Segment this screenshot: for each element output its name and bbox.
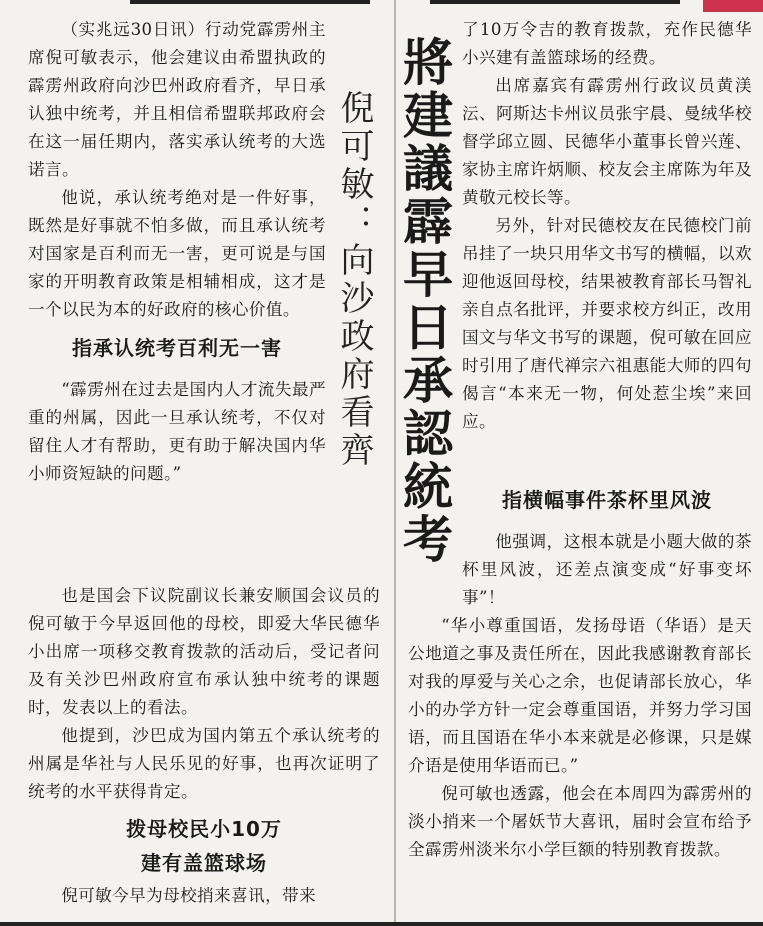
section-subhead: 建有盖篮球场 bbox=[141, 851, 267, 875]
section-subhead: 指承认统考百利无一害 bbox=[72, 336, 282, 360]
section-subhead: 拨母校民小10万 bbox=[126, 817, 282, 841]
body-paragraph: 倪可敏也透露，他会在本周四为霹雳州的淡小捎来一个屠妖节大喜讯，届时会宣布给予全霹雳州淡米尔小学巨额的特别教育拨款。 bbox=[408, 784, 752, 859]
body-paragraph: 他提到，沙巴成为国内第五个承认统考的州属是华社与人民乐见的好事，也再次证明了统考的水平获得肯定。 bbox=[28, 726, 380, 801]
body-paragraph: 他说，承认统考绝对是一件好事，既然是好事就不怕多做，而且承认统考对国家是百利而无一害，更可说是与国家的开明教育政策是相辅相成，这才是一个以民为本的好政府的核心价值。 bbox=[28, 188, 326, 319]
body-paragraph: 了10万令吉的教育拨款，充作民德华小兴建有盖篮球场的经费。 bbox=[462, 20, 752, 67]
top-rule bbox=[430, 0, 680, 4]
bottom-border bbox=[0, 922, 763, 926]
body-paragraph: 另外，针对民德校友在民德校门前吊挂了一块只用华文书写的横幅，以欢迎他返回母校，结果被教育部长马智礼亲自点名批评，并要求校方纠正，改用国文与华文书写的课题，倪可敏在回应时引用了唐代禅宗六祖惠能大师的四句偈言“本来无一物，何处惹尘埃”来回应。 bbox=[462, 216, 752, 431]
body-paragraph: “霹雳州在过去是国内人才流失最严重的州属，因此一旦承认统考，不仅对留住人才有帮助，更有助于解决国内华小师资短缺的问题。” bbox=[28, 380, 326, 483]
body-paragraph: （实兆远30日讯）行动党霹雳州主席倪可敏表示，他会建议由希盟执政的霹雳州政府向沙巴州政府看齐，早日承认独中统考，并且相信希盟联邦政府会在这一届任期内，落实承认统考的大选诺言。 bbox=[28, 20, 326, 179]
body-paragraph: 他强调，这根本就是小题大做的茶杯里风波，还差点演变成“好事变坏事”！ bbox=[462, 532, 752, 607]
section-subhead: 指横幅事件茶杯里风波 bbox=[502, 488, 712, 512]
article-subtitle: 倪可敏：向沙政府看齊 bbox=[334, 90, 374, 470]
body-paragraph: “华小尊重国语，发扬母语（华语）是天公地道之事及责任所在，因此我感谢教育部长对我的厚爱与关心之余，也促请部长放心，华小的办学方针一定会尊重国语，并努力学习国语，而且国语在华小本来就是必修课，只是媒介语是使用华语而已。” bbox=[408, 616, 752, 775]
body-paragraph: 出席嘉宾有霹雳州行政议员黄渼沄、阿斯达卡州议员张宇晨、曼绒华校督学邱立圆、民德华小董事长曾兴莲、家协主席许炳顺、校友会主席陈为年及黄敬元校长等。 bbox=[462, 76, 752, 207]
left-column bbox=[28, 16, 326, 488]
article-headline: 將建議霹早日承認統考 bbox=[395, 36, 453, 566]
top-rule bbox=[130, 0, 370, 4]
right-column-lower bbox=[408, 528, 752, 864]
body-paragraph: 倪可敏今早为母校捎来喜讯，带来 bbox=[61, 886, 317, 905]
left-column-lower bbox=[28, 582, 380, 910]
right-column-upper bbox=[462, 16, 752, 436]
top-border bbox=[0, 0, 763, 14]
right-column-subhead-area bbox=[462, 486, 752, 528]
body-paragraph: 也是国会下议院副议长兼安顺国会议员的倪可敏于今早返回他的母校，即爱大华民德华小出席一项移交教育拨款的活动后，受记者问及有关沙巴州政府宣布承认独中统考的课题时，发表以上的看法。 bbox=[28, 586, 380, 717]
section-flag bbox=[703, 0, 763, 12]
